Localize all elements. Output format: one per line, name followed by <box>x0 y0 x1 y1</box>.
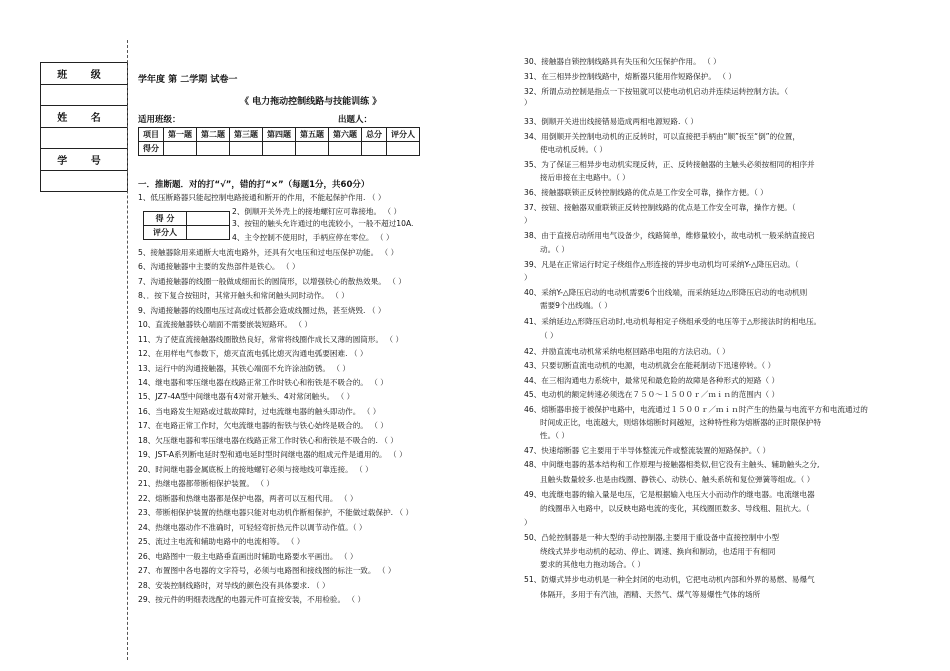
question-item: （ ） <box>540 331 558 340</box>
question-item: 需要9个出线端。（ ） <box>540 301 612 310</box>
grade-score-cell <box>187 212 230 226</box>
score-cell <box>164 142 197 156</box>
question-item: 2、倒顺开关外壳上的接地螺钉应可靠接地。 （ ） <box>232 207 402 216</box>
question-item: 14、继电器和零压继电器在线路正常工作时铁心和衔铁是不吸合的。 （ ） <box>138 378 388 387</box>
score-cell <box>329 142 362 156</box>
question-item: 5、接触器除用来通断大电流电路外，还具有欠电压和过电压保护功能。 （ ） <box>138 248 399 257</box>
question-item: 4、主令控制不使用时，手柄应停在零位。 （ ） <box>232 233 394 242</box>
number-label: 学 号 <box>41 149 127 171</box>
question-item: 绕线式异步电动机的起动、停止、调速、换向和制动，也适用于有相同 <box>540 547 776 556</box>
question-item: 22、熔断器和热继电器都是保护电器，两者可以互相代用。 （ ） <box>138 494 358 503</box>
score-cell <box>362 142 387 156</box>
question-item: 37、按钮、接触器双重联锁正反转控制线路的优点是工作安全可靠，操作方便。（ <box>524 203 796 212</box>
name-blank <box>41 128 127 149</box>
question-item: 48、中间继电器的基本结构和工作原理与接触器相类似,但它没有主触头、辅助触头之分, <box>524 460 820 469</box>
question-item: 26、电路图中一般主电路垂直画出时辅助电路要水平画出。 （ ） <box>138 552 358 561</box>
question-item: 44、在三相沟通电力系统中，最常见和最危险的故障是各种形式的短路（ ） <box>524 376 780 385</box>
name-label: 姓 名 <box>41 106 127 128</box>
score-header: 评分人 <box>387 128 420 142</box>
score-cell <box>296 142 329 156</box>
question-item: 的线圈串入电路中，以反映电路电流的变化，其线圈匝数多、导线粗、阻抗大。（ <box>540 504 810 513</box>
question-item: ） <box>524 216 532 225</box>
question-item: 38、由于直接启动所用电气设备少，线路简单，维修量较小，故电动机一般采纳直接启 <box>524 231 815 240</box>
question-item: 1、低压断路器只能起控制电路接通和断开的作用，不能起保护作用. （ ） <box>138 193 386 202</box>
grade-box <box>143 211 230 240</box>
question-item: 41、采纳延边△形降压启动时,电动机每相定子绕组承受的电压等于△形接法时的相电压。 <box>524 317 822 326</box>
question-item: 30、接触器自锁控制线路具有失压和欠压保护作用。 （ ） <box>524 57 721 66</box>
question-item: 3、按钮的触头允许通过的电流较小，一般不超过10A. <box>232 219 414 228</box>
score-cell <box>263 142 296 156</box>
class-blank <box>41 85 127 106</box>
question-item: 49、电流继电器的输入量是电压，它是根据输入电压大小而动作的继电器。电流继电器 <box>524 490 815 499</box>
score-header: 第五题 <box>296 128 329 142</box>
question-item: 12、在用样电气参数下，熄灭直流电弧比熄灭沟通电弧要困难. （ ） <box>138 349 368 358</box>
question-item: 16、当电路发生短路或过载故障时，过电流继电器的触头即动作。 （ ） <box>138 407 381 416</box>
question-item: 23、带断相保护装置的热继电器只能对电动机作断相保护，不能做过载保护. （ ） <box>138 508 414 517</box>
setter: 出题人： <box>338 115 373 125</box>
question-item: 25、流过主电流和辅助电路中的电流相等。 （ ） <box>138 537 305 546</box>
semester-title: 学年度 第 二学期 试卷一 <box>138 75 238 85</box>
question-item: 11、为了使直流接触器线圈散热良好，常常将线圈作成长又薄的圆筒形。 （ ） <box>138 335 404 344</box>
question-item: 42、并励直流电动机常采纳电枢回路串电阻的方法启动。（ ） <box>524 347 730 356</box>
question-item: 要求的其他电力拖动场合。（ ） <box>540 560 645 569</box>
score-cell <box>197 142 230 156</box>
question-item: 32、所谓点动控制是指点一下按钮就可以使电动机启动并连续运转控制方法。（ <box>524 87 789 96</box>
question-item: 27、布置图中各电器的文字符号，必须与电路图和接线图的标注一致。 （ ） <box>138 566 396 575</box>
question-item: 时间成正比，电流越大，则熔体熔断时间越短，这种特性称为熔断器的正时限保护特 <box>540 418 821 427</box>
score-cell <box>387 142 420 156</box>
number-blank <box>41 171 127 191</box>
question-item: ） <box>524 273 532 282</box>
question-item: 29、按元件的明细表选配的电器元件可直接安装，不用检验。 （ ） <box>138 595 366 604</box>
question-item: 28、安装控制线路时，对导线的颜色没有具体要求. （ ） <box>138 581 330 590</box>
score-cell <box>230 142 263 156</box>
question-item: 性。（ ） <box>540 431 569 440</box>
question-item: 35、为了保证三相异步电动机实现反转，正、反转接触器的主触头必须按相同的相序并 <box>524 160 815 169</box>
question-item: 47、快速熔断器 它主要用于半导体整流元件或整流装置的短路保护。（ ） <box>524 446 771 455</box>
course-title: 《 电力拖动控制线路与技能训练 》 <box>240 97 382 107</box>
question-item: 动。（ ） <box>540 245 569 254</box>
question-item: 19、JST-A系列断电延时型和通电延时型时间继电器的组成元件是通用的。 （ ） <box>138 450 407 459</box>
question-item: 使电动机反转。（ ） <box>540 145 607 154</box>
score-header: 第三题 <box>230 128 263 142</box>
question-item: 9、沟通接触器的线圈电压过高或过低都会造成线圈过热，甚至烧毁. （ ） <box>138 306 386 315</box>
score-header: 第六题 <box>329 128 362 142</box>
question-item: 21、热继电器都带断相保护装置。 （ ） <box>138 479 274 488</box>
applicable-class: 适用班级： <box>138 115 181 125</box>
question-item: ） <box>524 98 532 107</box>
score-header: 第一题 <box>164 128 197 142</box>
question-item: 40、采纳Y-△降压启动的电动机需要6个出线端，而采纳延边△形降压启动的电动机则 <box>524 288 808 297</box>
question-item: 15、JZ7-4A型中间继电器有4对常开触头、4对常闭触头。 （ ） <box>138 392 355 401</box>
question-item: 7、沟通接触器的线圈一般做成细而长的圆筒形，以增强铁心的散热效果。 （ ） <box>138 277 406 286</box>
question-item: 51、防爆式异步电动机是一种全封闭的电动机，它把电动机内部和外界的易燃、易爆气 <box>524 575 815 584</box>
question-item: 6、沟通接触器中主要的发热部件是铁心。 （ ） <box>138 262 300 271</box>
grade-score-label: 得 分 <box>144 212 187 226</box>
question-item: 8、．按下复合按钮时，其常开触头和常闭触头同时动作。 （ ） <box>138 291 349 300</box>
question-item: 且触头数量较多.也是由线圈、静铁心、动铁心、触头系统和复位弹簧等组成。（ ） <box>540 475 815 484</box>
question-item: 24、热继电器动作不准确时，可轻轻弯折热元件以调节动作值。（ ） <box>138 523 367 532</box>
class-label: 班 级 <box>41 63 127 85</box>
score-row-label: 得分 <box>139 142 164 156</box>
question-item: 31、在三相异步控制线路中，熔断器只能用作短路保护。 （ ） <box>524 72 736 81</box>
question-item: 33、倒顺开关进出线接错易造成两相电源短路.（ ） <box>524 117 698 126</box>
student-info-box <box>40 62 128 192</box>
question-item: 10、直流接触器铁心端面不需要嵌装短路环。 （ ） <box>138 320 312 329</box>
question-item: 39、凡是在正常运行时定子绕组作△形连接的异步电动机均可采纳Y-△降压启动。（ <box>524 260 799 269</box>
question-item: 18、欠压继电器和零压继电器在线路正常工作时铁心和衔铁是不吸合的. （ ） <box>138 436 398 445</box>
question-item: 43、只要切断直流电动机的电源，电动机就会在能耗制动下迅速停转。（ ） <box>524 361 776 370</box>
grade-grader-label: 评分人 <box>144 226 187 240</box>
question-item: 50、凸轮控制器是一种大型的手动控制器,主要用于重设备中直接控制中小型 <box>524 533 780 542</box>
question-item: 接后串接在主电路中。（ ） <box>540 173 630 182</box>
score-header: 第二题 <box>197 128 230 142</box>
question-item: 46、熔断器串接于被保护电路中，电流通过１５００ｒ／ｍｉｎ时产生的热量与电流平方和电流通过的 <box>524 405 868 414</box>
section-title: 一．推断题．对的打“√”，错的打“×”（每题1分，共60分） <box>138 180 370 190</box>
question-item: 体隔开，多用于有汽油，酒精、天然气、煤气等易爆性气体的场所 <box>540 590 761 599</box>
score-header: 项目 <box>139 128 164 142</box>
question-item: ） <box>524 518 532 527</box>
score-header: 总分 <box>362 128 387 142</box>
question-item: 36、接触器联锁正反转控制线路的优点是工作安全可靠，操作方便。（ ） <box>524 188 768 197</box>
question-item: 17、在电路正常工作时，欠电流继电器的衔铁与铁心始终是吸合的。 （ ） <box>138 421 388 430</box>
question-item: 20、时间继电器金属底板上的接地螺钉必须与接地线可靠连接。 （ ） <box>138 465 373 474</box>
question-item: 34、用倒顺开关控制电动机的正反转时，可以直接把手柄由“顺”扳至“倒”的位置， <box>524 132 800 141</box>
score-header: 第四题 <box>263 128 296 142</box>
grade-grader-cell <box>187 226 230 240</box>
question-item: 45、电动机的额定转速必须选在７５０～１５００ｒ／ｍｉｎ的范围内（ ） <box>524 390 780 399</box>
question-item: 13、运行中的沟通接触器，其铁心端面不允许涂油防锈。 （ ） <box>138 364 350 373</box>
score-table <box>138 127 420 156</box>
binding-line <box>127 40 128 660</box>
